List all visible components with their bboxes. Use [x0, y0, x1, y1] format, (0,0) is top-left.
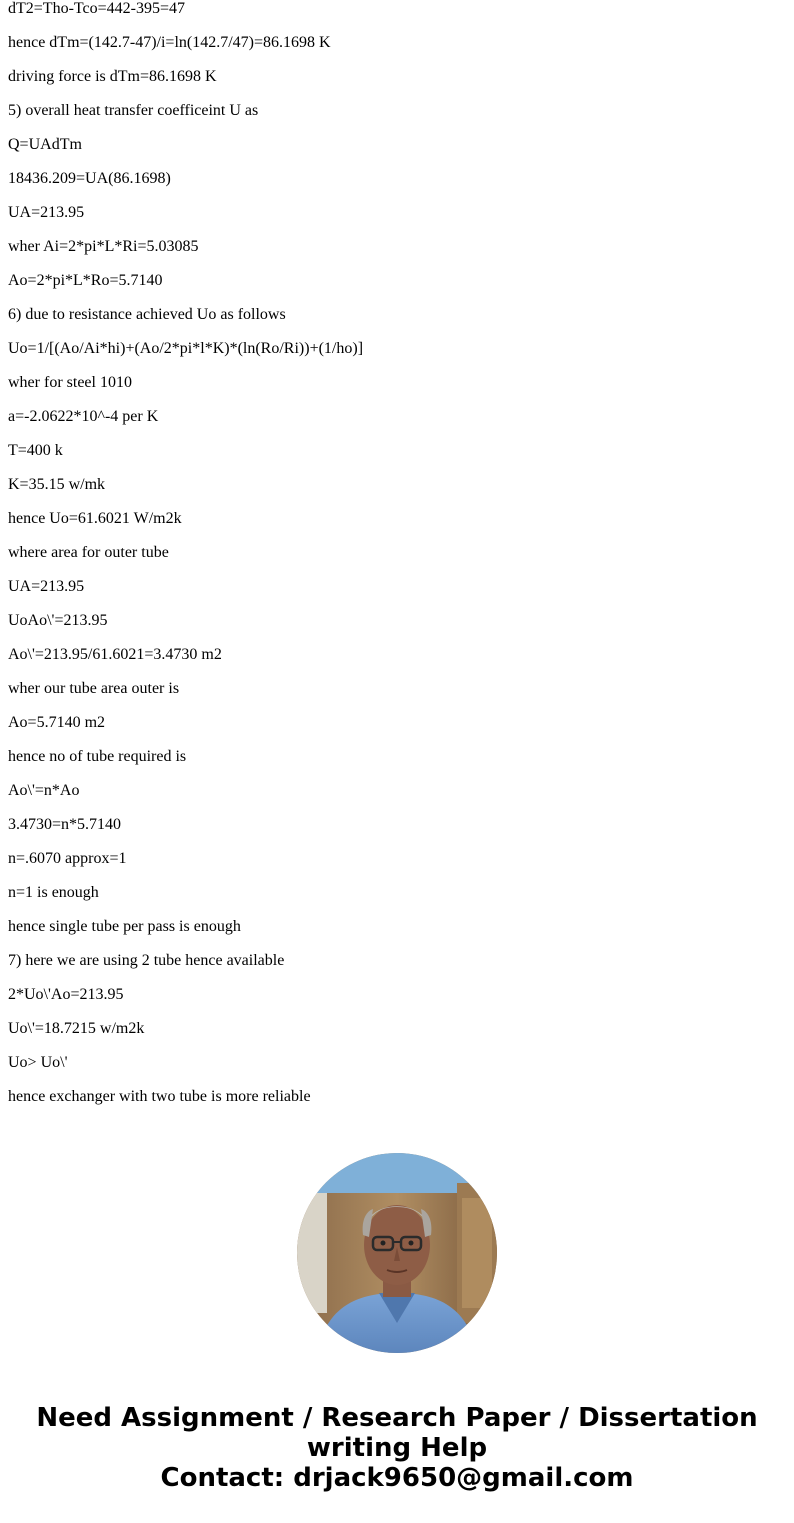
- text-line: Ao=5.7140 m2: [8, 714, 106, 731]
- footer-headline-line1: Need Assignment / Research Paper / Dissertation: [36, 1403, 758, 1433]
- text-line: 3.4730=n*5.7140: [8, 816, 122, 833]
- text-line: wher Ai=2*pi*L*Ri=5.03085: [8, 238, 199, 255]
- contact-footer: [0, 1403, 794, 1493]
- text-line: hence single tube per pass is enough: [8, 918, 241, 935]
- text-line: Uo\'=18.7215 w/m2k: [8, 1020, 145, 1037]
- text-line: hence no of tube required is: [8, 748, 187, 765]
- text-line: Uo=1/[(Ao/Ai*hi)+(Ao/2*pi*l*K)*(ln(Ro/Ri))+(1/ho)]: [8, 340, 364, 357]
- text-line: n=.6070 approx=1: [8, 850, 127, 867]
- text-line: Uo> Uo\': [8, 1054, 68, 1071]
- text-line: K=35.15 w/mk: [8, 476, 106, 493]
- text-line: Ao\'=n*Ao: [8, 782, 80, 799]
- text-line: Ao\'=213.95/61.6021=3.4730 m2: [8, 646, 222, 663]
- text-line: 7) here we are using 2 tube hence available: [8, 952, 285, 969]
- text-line: dT2=Tho-Tco=442-395=47: [8, 0, 186, 17]
- text-line: UA=213.95: [8, 578, 85, 595]
- text-line: 2*Uo\'Ao=213.95: [8, 986, 124, 1003]
- footer-headline-line2: writing Help: [306, 1433, 488, 1463]
- text-line: 5) overall heat transfer coefficeint U as: [8, 102, 259, 119]
- text-line: UoAo\'=213.95: [8, 612, 108, 629]
- footer-contact-email: Contact: drjack9650@gmail.com: [160, 1463, 634, 1493]
- text-line: hence Uo=61.6021 W/m2k: [8, 510, 182, 527]
- text-line: Q=UAdTm: [8, 136, 82, 153]
- solution-text: [8, 0, 788, 1114]
- text-line: a=-2.0622*10^-4 per K: [8, 408, 159, 425]
- text-line: hence dTm=(142.7-47)/i=ln(142.7/47)=86.1698 K: [8, 34, 331, 51]
- author-avatar: [297, 1153, 497, 1353]
- text-line: UA=213.95: [8, 204, 85, 221]
- text-line: wher for steel 1010: [8, 374, 132, 391]
- text-line: n=1 is enough: [8, 884, 99, 901]
- text-line: Ao=2*pi*L*Ro=5.7140: [8, 272, 163, 289]
- text-line: driving force is dTm=86.1698 K: [8, 68, 217, 85]
- text-line: where area for outer tube: [8, 544, 169, 561]
- text-line: wher our tube area outer is: [8, 680, 180, 697]
- text-line: 18436.209=UA(86.1698): [8, 170, 171, 187]
- author-photo: [297, 1153, 497, 1353]
- text-line: hence exchanger with two tube is more reliable: [8, 1088, 311, 1105]
- text-line: 6) due to resistance achieved Uo as follows: [8, 306, 286, 323]
- text-line: T=400 k: [8, 442, 63, 459]
